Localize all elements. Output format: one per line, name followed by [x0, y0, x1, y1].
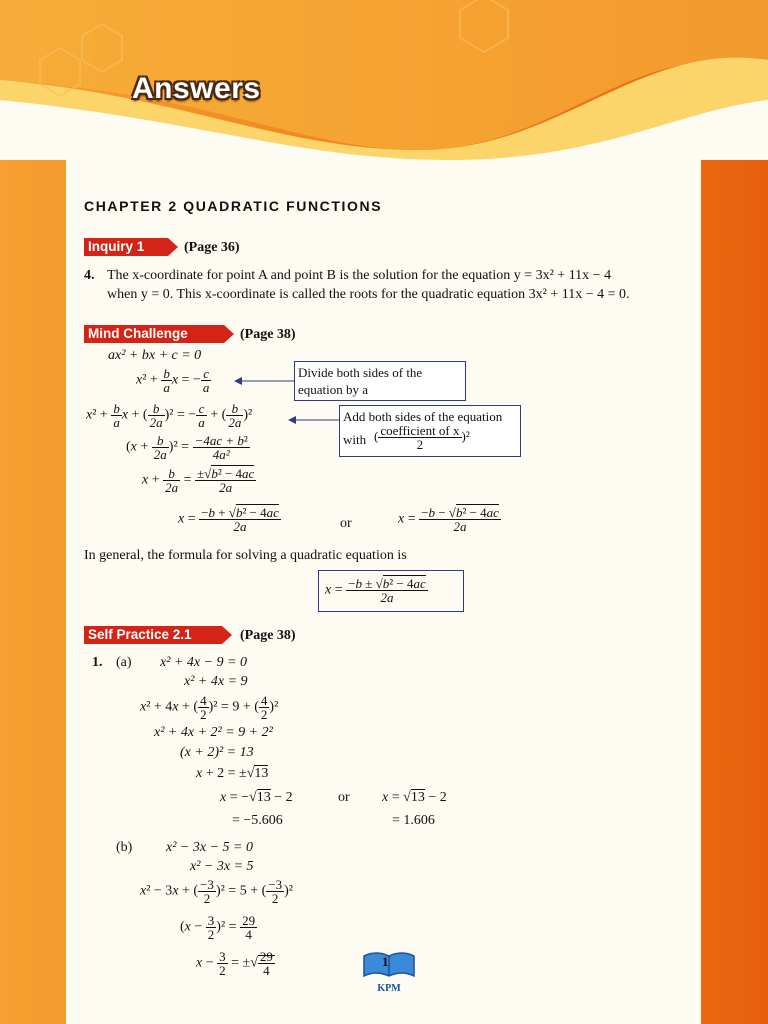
- derivation-step-5: x + $\frac{b}{2a}$ = $\frac{\text{±√b² − 4ac}}{2a}$: [142, 466, 255, 495]
- derivation-step-4: (x + $\frac{b}{2a}$ )² = $\frac{\text{−4ac + b²}}{\text{4a²}}$: [126, 433, 248, 462]
- derivation-step-3: x² + $\frac{b}{a}$ x + ( $\frac{b}{2a}$ )² = − $\frac{c}{a}$ + ( $\frac{b}{2a}$ )²: [86, 401, 253, 430]
- note-divide-line-2: equation by a: [298, 382, 369, 397]
- formula-box: [318, 570, 464, 612]
- note-add-line-1: Add both sides of the equation: [343, 409, 503, 424]
- note-add-frac-den: 2: [416, 437, 424, 452]
- part-a-answer-1: = −5.606: [232, 813, 283, 828]
- question-number: 1.: [92, 655, 103, 670]
- inquiry-tag: Inquiry 1: [84, 238, 168, 256]
- part-a-step-6: x + 2 = ±√13: [196, 766, 269, 781]
- quadratic-formula: x = $\frac{\text{−b ± √b² − 4ac}}{2a}$: [325, 576, 426, 605]
- self-practice-page: (Page 38): [240, 628, 296, 643]
- self-practice-tag: Self Practice 2.1: [84, 626, 222, 644]
- inquiry-number: 4.: [84, 268, 95, 283]
- derivation-step-2: x² + $\frac{b}{a}$ x = − $\frac{c}{a}$: [136, 366, 210, 395]
- part-a-answer-2: = 1.606: [392, 813, 435, 828]
- mind-challenge-tag: Mind Challenge: [84, 325, 224, 343]
- chapter-heading: CHAPTER 2 QUADRATIC FUNCTIONS: [84, 198, 383, 214]
- part-b-step-1: x² − 3x − 5 = 0: [166, 840, 253, 855]
- general-statement: In general, the formula for solving a quadratic equation is: [84, 548, 407, 563]
- part-a-or: or: [338, 790, 350, 805]
- note-add-frac: ( $\frac{\text{coefficient of x}}{2}$ )²: [374, 423, 470, 452]
- page-number: 1: [382, 954, 389, 969]
- derivation-root-minus: x = $\frac{\text{−b − √b² − 4ac}}{2a}$: [398, 505, 499, 534]
- derivation-root-plus: x = $\frac{\text{−b + √b² − 4ac}}{2a}$: [178, 505, 279, 534]
- page-title: Answers: [132, 72, 261, 105]
- part-a-step-7: x = −√13 − 2: [220, 790, 293, 805]
- inquiry-line-2: when y = 0. This x-coordinate is called the roots for the quadratic equation 3x² + 11x − 4 = 0.: [107, 287, 630, 302]
- part-a-step-2: x² + 4x = 9: [184, 674, 248, 689]
- note-add-with: with: [343, 432, 367, 447]
- mind-challenge-page: (Page 38): [240, 327, 296, 342]
- note-add-frac-num: coefficient of x: [380, 423, 460, 438]
- part-a-step-3: x² + 4x + ( $\frac{4}{2}$ )² = 9 + ( $\frac{4}{2}$ )²: [140, 693, 279, 722]
- inquiry-page: (Page 36): [184, 240, 240, 255]
- derivation-step-1: ax² + bx + c = 0: [108, 348, 202, 363]
- kpm-logo: [362, 950, 416, 994]
- book-icon: [362, 950, 416, 978]
- part-a-step-1: x² + 4x − 9 = 0: [160, 655, 247, 670]
- part-b-step-5: x − $\frac{3}{2}$ = ±√ $\frac{29}{4}$: [196, 949, 273, 978]
- part-a-label: (a): [116, 655, 132, 670]
- kpm-label: KPM: [377, 983, 401, 994]
- part-a-step-4: x² + 4x + 2² = 9 + 2²: [154, 725, 273, 740]
- note-divide-line-1: Divide both sides of the: [298, 365, 423, 380]
- part-b-step-4: (x − $\frac{3}{2}$ )² = $\frac{29}{4}$: [180, 913, 256, 942]
- or-label: or: [340, 516, 352, 531]
- part-b-step-2: x² − 3x = 5: [190, 859, 254, 874]
- part-b-label: (b): [116, 840, 133, 855]
- part-b-step-3: x² − 3x + ( $\frac{-3}{2}$ )² = 5 + ( $\frac{-3}{2}$ )²: [140, 877, 293, 906]
- part-a-step-7b: x = √13 − 2: [382, 790, 447, 805]
- part-a-step-5: (x + 2)² = 13: [180, 745, 254, 760]
- inquiry-line-1: The x-coordinate for point A and point B is the solution for the equation y = 3x² + 11x − 4: [107, 268, 612, 283]
